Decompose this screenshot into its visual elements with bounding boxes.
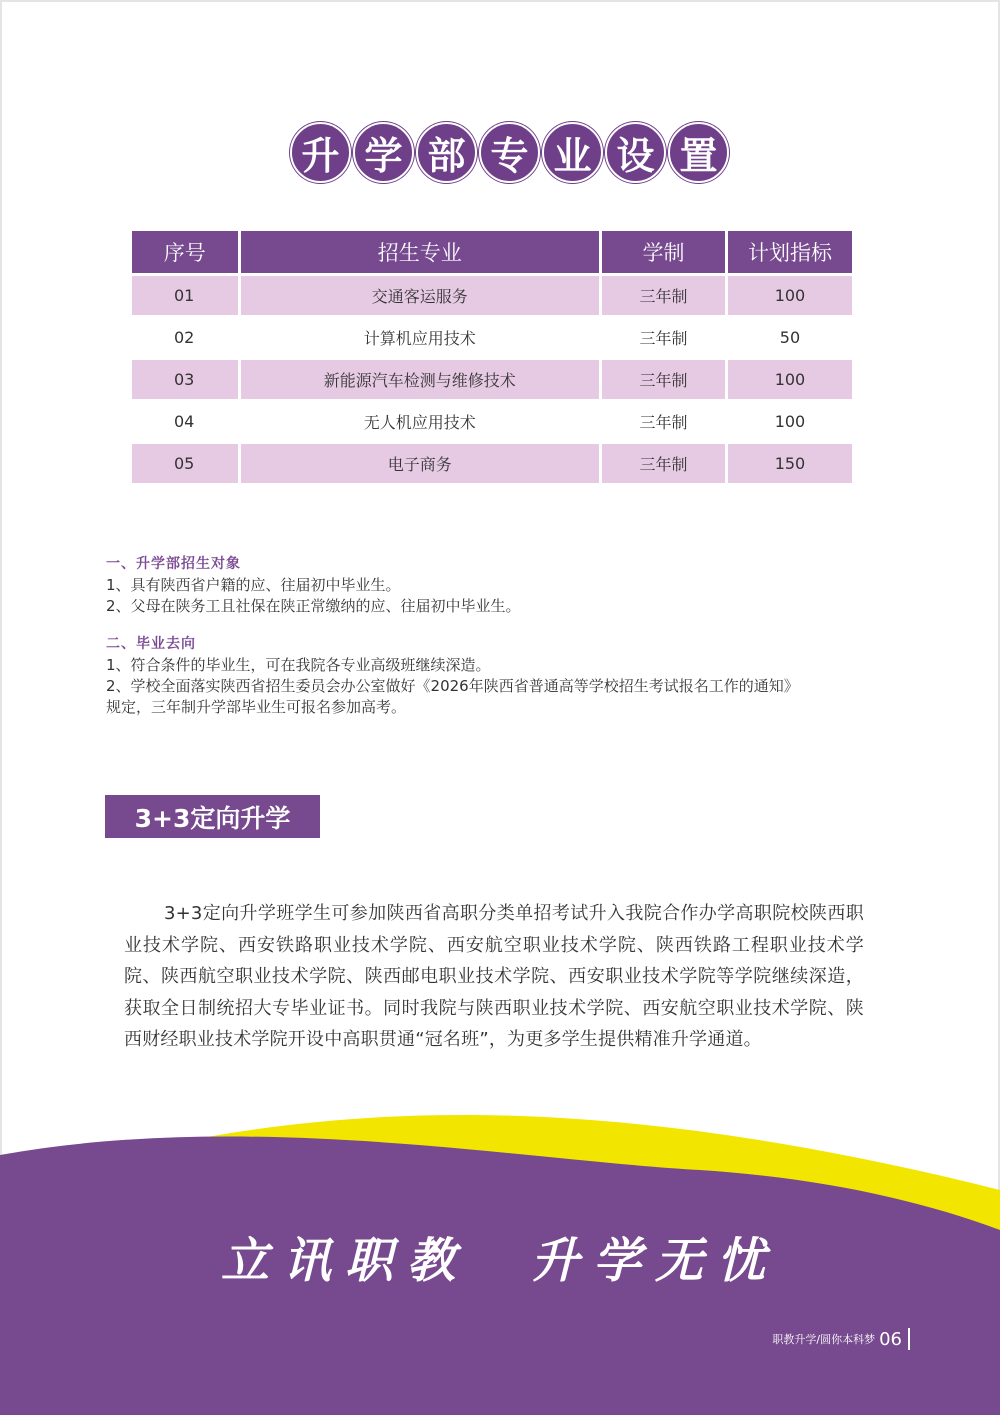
cell-years: 三年制 [602, 360, 725, 399]
table-header-row [132, 231, 852, 273]
title-char: 置 [668, 122, 729, 183]
section-banner: 3+3定向升学 [105, 795, 320, 838]
footer-divider [908, 1328, 910, 1350]
cell-no: 03 [132, 360, 238, 399]
section-line: 1、符合条件的毕业生，可在我院各专业高级班继续深造。 [106, 656, 491, 674]
section-line: 1、具有陕西省户籍的应、往届初中毕业生。 [106, 576, 401, 594]
cell-quota: 100 [774, 412, 806, 431]
page-title [290, 122, 729, 183]
cell-no: 01 [132, 276, 238, 315]
cell-quota: 50 [779, 328, 801, 347]
title-char: 专 [479, 122, 540, 183]
table-row [132, 360, 852, 399]
cell-no: 04 [174, 412, 195, 431]
table-row [132, 444, 852, 483]
cell-quota: 100 [728, 360, 852, 399]
graduation-destination-section [106, 634, 799, 718]
title-char: 升 [290, 122, 351, 183]
page-number: 06 [879, 1328, 902, 1350]
section-line: 规定，三年制升学部毕业生可报名参加高考。 [106, 698, 407, 716]
cell-quota: 100 [728, 276, 852, 315]
cell-major: 电子商务 [241, 444, 599, 483]
title-char: 设 [605, 122, 666, 183]
body-paragraph: 3+3定向升学班学生可参加陕西省高职分类单招考试升入我院合作办学高职院校陕西职业技术学院、西安铁路职业技术学院、西安航空职业技术学院、陕西铁路工程职业技术学院、陕西航空职业技术学院、陕西邮电职业技术学院、西安职业技术学院等学院继续深造，获取全日制统招大专毕业证书。同时我院与陕西职业技术学院、西安航空职业技术学院、陕西财经职业技术学院开设中高职贯通“冠名班”，为更多学生提供精准升学通道。 [124, 903, 864, 1050]
cell-years: 三年制 [639, 329, 688, 348]
cell-quota: 150 [728, 444, 852, 483]
cell-years: 三年制 [639, 413, 688, 432]
cell-no: 02 [174, 328, 195, 347]
header-major: 招生专业 [241, 231, 599, 273]
header-no: 序号 [132, 231, 238, 273]
admission-targets-section [106, 554, 521, 617]
page-top-border [0, 0, 1000, 2]
header-quota: 计划指标 [728, 231, 852, 273]
page-footer [772, 1328, 910, 1350]
title-char: 学 [353, 122, 414, 183]
cell-years: 三年制 [602, 444, 725, 483]
majors-table [129, 228, 855, 486]
table-row [132, 318, 852, 357]
cell-years: 三年制 [602, 276, 725, 315]
header-years: 学制 [602, 231, 725, 273]
title-char: 部 [416, 122, 477, 183]
section-heading: 二、毕业去向 [106, 636, 196, 652]
table-row [132, 402, 852, 441]
table-row [132, 276, 852, 315]
footer-text: 职教升学/圆你本科梦 [772, 1333, 876, 1346]
slogan: 立讯职教 升学无忧 [220, 1233, 779, 1289]
cell-no: 05 [132, 444, 238, 483]
section-line: 2、父母在陕务工且社保在陕正常缴纳的应、往届初中毕业生。 [106, 597, 521, 615]
section-line: 2、学校全面落实陕西省招生委员会办公室做好《2026年陕西省普通高等学校招生考试报名工作的通知》 [106, 677, 799, 695]
section-heading: 一、升学部招生对象 [106, 556, 241, 572]
cell-major: 计算机应用技术 [363, 329, 476, 348]
cell-major: 交通客运服务 [241, 276, 599, 315]
cell-major: 无人机应用技术 [363, 413, 476, 432]
cell-major: 新能源汽车检测与维修技术 [241, 360, 599, 399]
title-char: 业 [542, 122, 603, 183]
